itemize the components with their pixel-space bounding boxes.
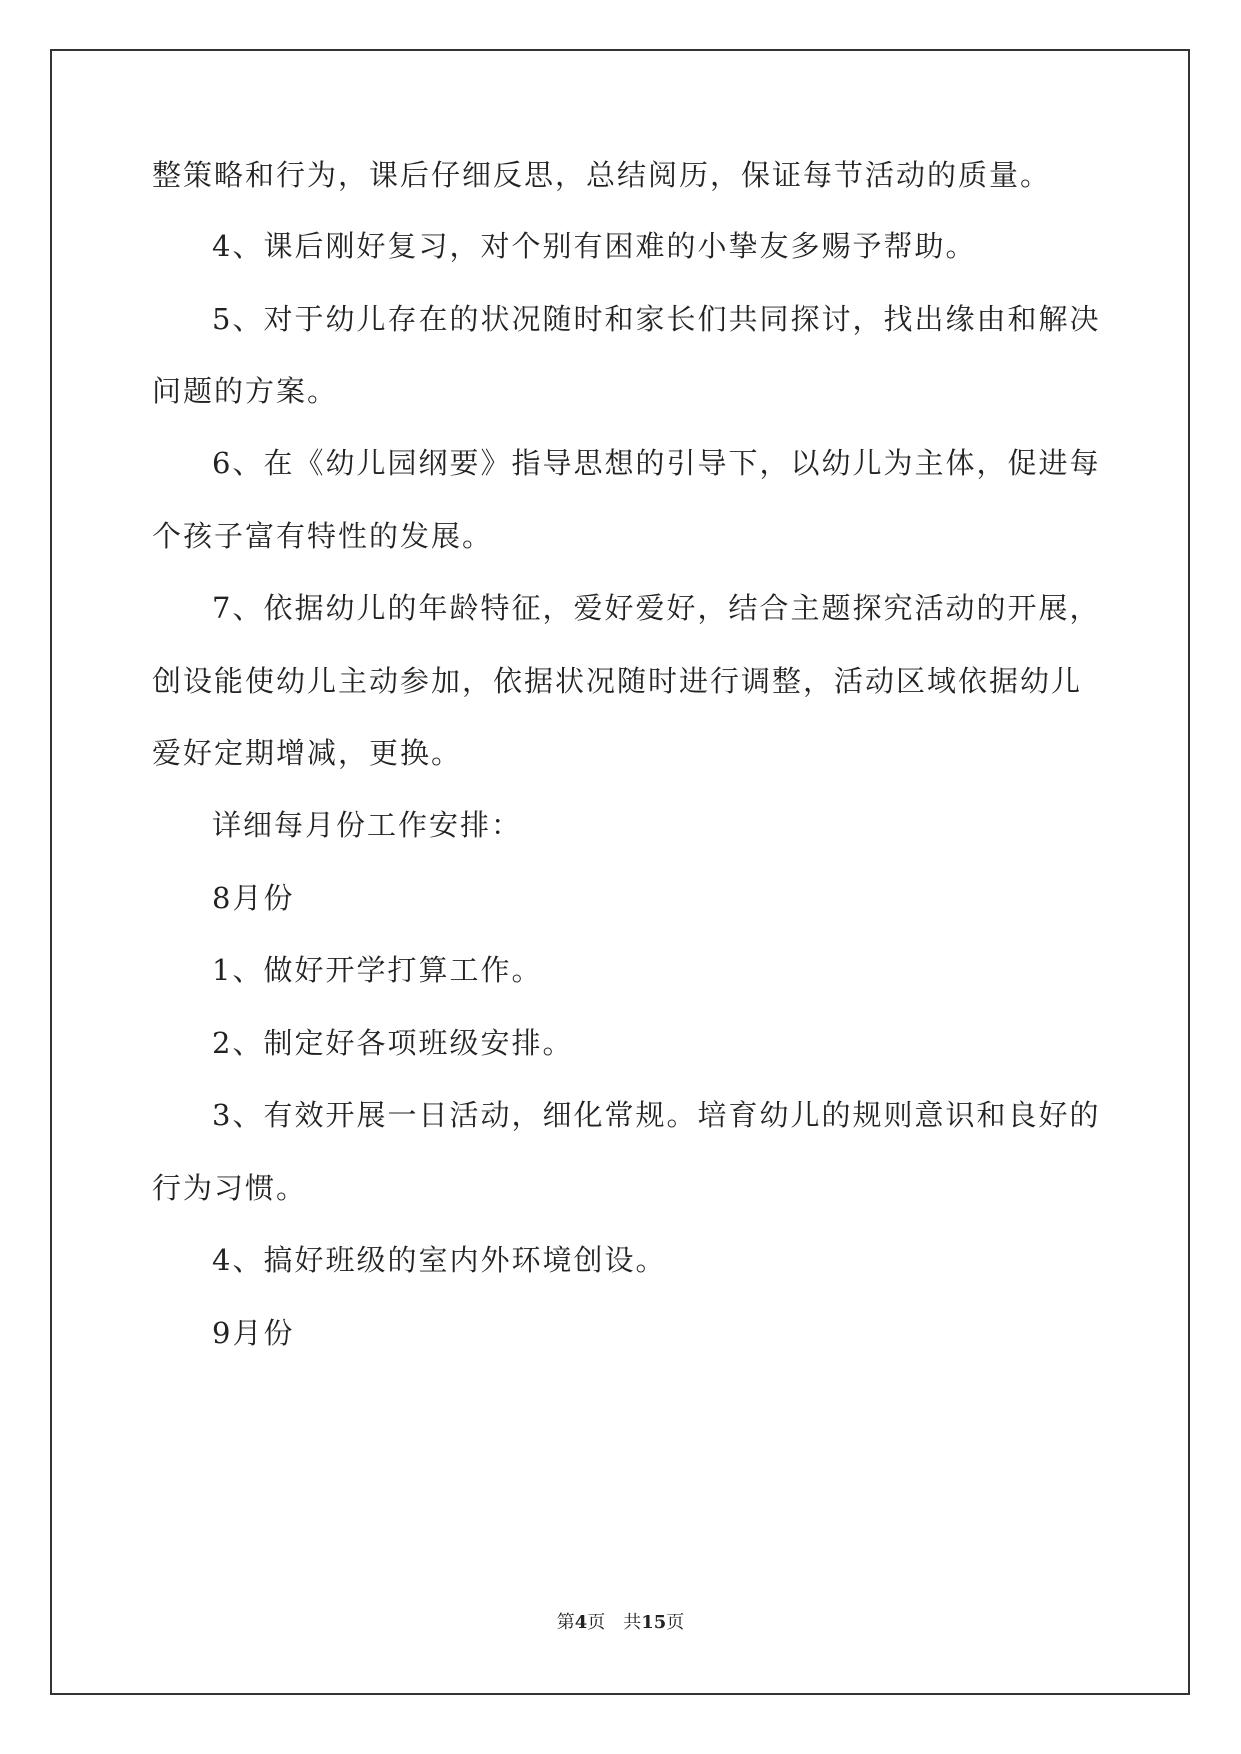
page-footer: [0, 1612, 1241, 1634]
footer-current-page: 4: [574, 1612, 588, 1633]
text-line-5: 6、在《幼儿园纲要》指导思想的引导下，以幼儿为主体，促进每: [212, 446, 1101, 480]
footer-prefix: 第: [556, 1612, 575, 1633]
text-line-4: 问题的方案。: [152, 374, 339, 408]
text-line-2: 4、课后刚好复习，对个别有困难的小挚友多赐予帮助。: [212, 229, 977, 263]
text-line-3: 5、对于幼儿存在的状况随时和家长们共同探讨，找出缘由和解决: [212, 302, 1101, 336]
text-line-11: 8月份: [212, 881, 295, 915]
footer-suffix: 页: [666, 1612, 685, 1633]
text-line-9: 爱好定期增减，更换。: [152, 736, 463, 770]
footer-total-pages: 15: [641, 1612, 667, 1633]
text-line-6: 个孩子富有特性的发展。: [152, 519, 494, 553]
text-line-13: 2、制定好各项班级安排。: [212, 1026, 574, 1060]
text-line-7: 7、依据幼儿的年龄特征，爱好爱好，结合主题探究活动的开展，: [212, 591, 1101, 625]
text-line-15: 行为习惯。: [152, 1171, 308, 1205]
text-line-10: 详细每月份工作安排：: [212, 808, 523, 842]
text-line-14: 3、有效开展一日活动，细化常规。培育幼儿的规则意识和良好的: [212, 1098, 1101, 1132]
text-line-12: 1、做好开学打算工作。: [212, 953, 543, 987]
text-line-17: 9月份: [212, 1316, 295, 1350]
text-line-16: 4、搞好班级的室内外环境创设。: [212, 1243, 667, 1277]
text-line-8: 创设能使幼儿主动参加，依据状况随时进行调整，活动区域依据幼儿: [152, 664, 1083, 698]
footer-mid: 页 共: [587, 1612, 642, 1633]
text-line-1: 整策略和行为，课后仔细反思，总结阅历，保证每节活动的质量。: [152, 158, 1052, 192]
page-border: [50, 49, 1190, 1695]
